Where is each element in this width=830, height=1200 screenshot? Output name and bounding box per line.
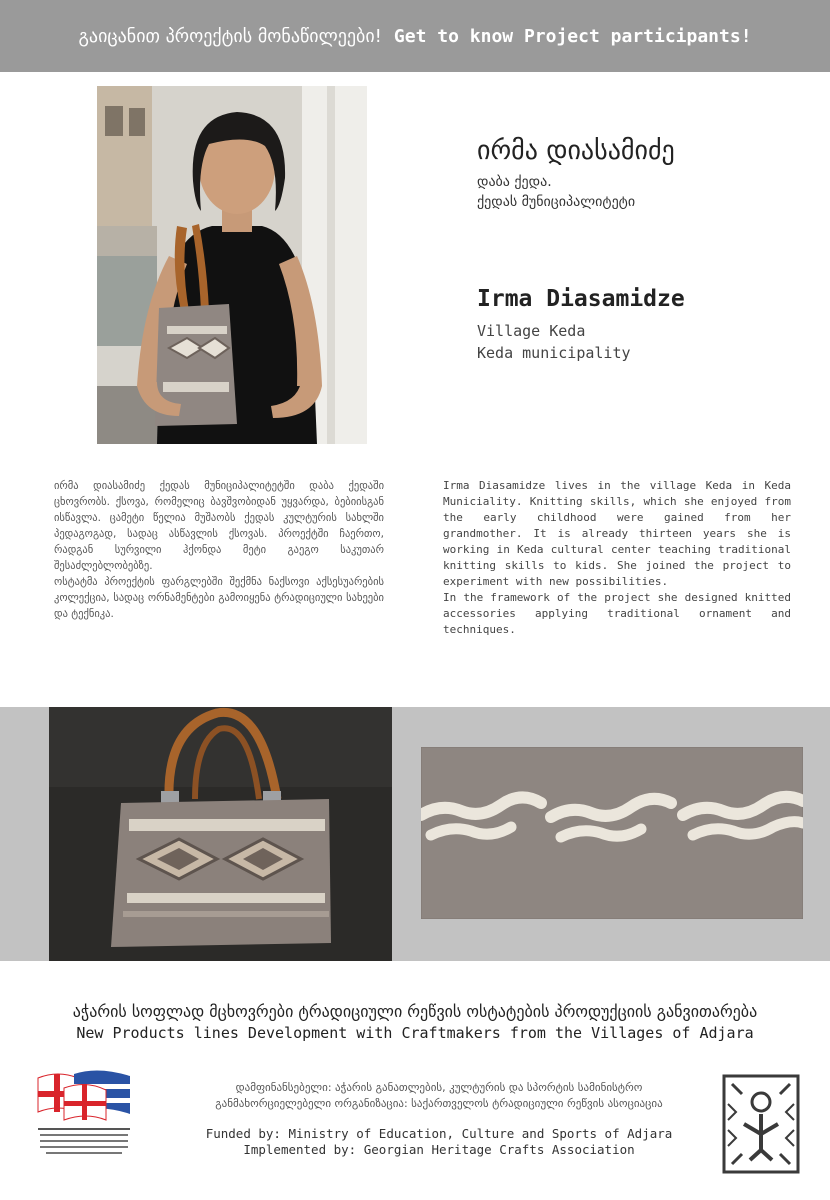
project-title-ka: აჭარის სოფლად მცხოვრები ტრადიციული რეწვის ოსტატების პროდუქციის განვითარება — [72, 1002, 758, 1021]
participant-name-en: Irma Diasamidze — [477, 286, 685, 312]
participant-location-ka — [477, 172, 635, 212]
traditional-ornament-logo-icon — [722, 1074, 800, 1174]
knitted-pattern-illustration — [421, 747, 803, 919]
bio-en-paragraph-2: In the framework of the project she designed knitted accessories applying traditional ornament and techniques. — [443, 591, 791, 636]
implemented-by-ka: განმახორციელებელი ორგანიზაცია: საქართველოს ტრადიციული რეწვის ასოციაცია — [215, 1097, 663, 1110]
bio-ka-paragraph-2: ოსტატმა პროექტის ფარგლებში შექმნა ნაქსოვი აქსესუარების კოლექცია, სადაც ორნამენტები გამოიყენა ტრადიციული სახეები და ტექნიკა. — [54, 576, 384, 620]
participant-name-ka: ირმა დიასამიძე — [477, 136, 675, 166]
municipality-ka: ქედას მუნიციპალიტეტი — [477, 194, 636, 210]
flag-logo-graphic — [34, 1068, 134, 1160]
knitted-pattern-photo — [421, 747, 803, 919]
knitted-bag-photo — [49, 707, 392, 961]
village-en: Village Keda — [477, 322, 586, 340]
portrait-illustration — [97, 86, 367, 444]
funded-by-ka: დამფინანსებელი: აჭარის განათლების, კულტურის და სპორტის სამინისტრო — [235, 1081, 643, 1094]
participant-portrait — [97, 86, 367, 444]
bio-text-en — [443, 478, 791, 638]
page-header — [0, 0, 830, 72]
project-title-en: New Products lines Development with Craftmakers from the Villages of Adjara — [76, 1024, 754, 1042]
georgian-flags-logo-icon — [34, 1068, 134, 1160]
bio-text-ka — [54, 478, 384, 622]
bio-ka-paragraph-1: ირმა დიასამიძე ქედას მუნიციპალიტეტში დაბა ქედაში ცხოვრობს. ქსოვა, რომელიც ბავშვობიდან უყვარდა, ბებიისგან ისწავლა. ცამეტი წელია მუშაობს ქედას კულტურის სახლში პედაგოგად, სადაც ასწავლის ქსოვას. პროექტში ჩაერთო, რადგან სურვილი ჰქონდა მეტი გაეგო საკუთარ შესაძლებლობებზე. — [54, 480, 384, 572]
funder-info-ka — [168, 1080, 710, 1112]
funded-by-en: Funded by: Ministry of Education, Culture and Sports of Adjara — [205, 1126, 673, 1141]
funder-info-en — [168, 1126, 710, 1158]
knitted-bag-illustration — [49, 707, 392, 961]
ornament-logo-graphic — [722, 1074, 800, 1174]
village-ka: დაბა ქედა. — [477, 174, 552, 190]
participant-location-en — [477, 320, 631, 364]
bio-en-paragraph-1: Irma Diasamidze lives in the village Keda in Keda Municiality. Knitting skills, which she enjoyed from the early childhood were gained from her grandmother. It is already thirteen years she is working in Keda cultural center teaching traditional knitting skills to kids. She joined the project to experiment with new possibilities. — [443, 479, 791, 588]
implemented-by-en: Implemented by: Georgian Heritage Crafts Association — [243, 1142, 635, 1157]
municipality-en: Keda municipality — [477, 344, 631, 362]
header-title-en: Get to know Project participants! — [393, 25, 752, 47]
header-title-ka: გაიცანით პროექტის მონაწილეები! — [78, 25, 382, 47]
